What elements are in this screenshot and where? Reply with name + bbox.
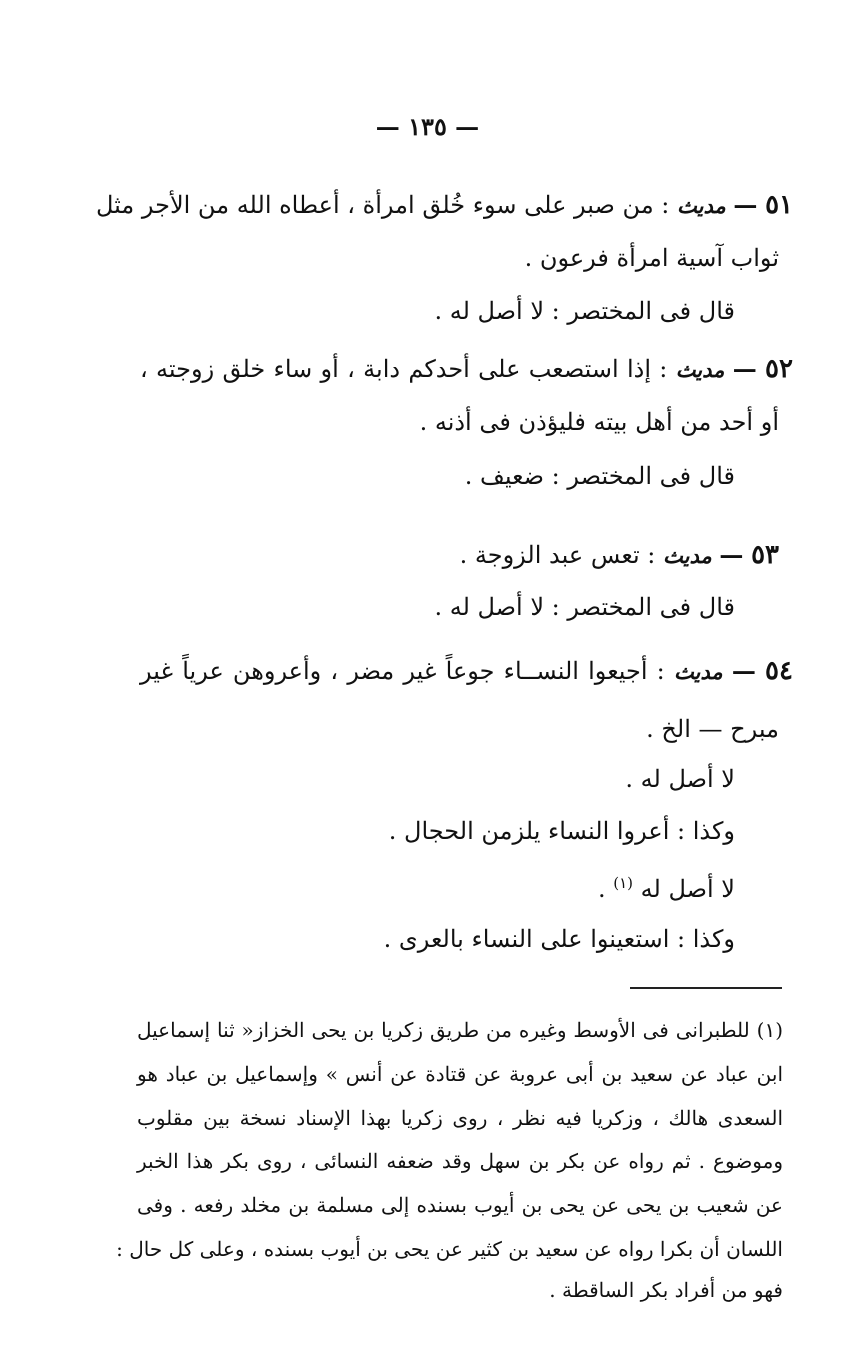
hadith-52-line-2: أو أحد من أهل بيته فليؤذن فى أذنه . xyxy=(419,408,779,436)
hadith-number: ٥٤ xyxy=(765,656,793,686)
hadith-number: ٥٣ xyxy=(751,540,779,570)
hadith-52-line-1 xyxy=(140,352,793,387)
hadith-54-variant-1: وكذا : أعروا النساء يلزمن الحجال . xyxy=(388,817,735,845)
footnote-line: اللسان أن بكرا رواه عن سعيد بن كثير عن يحى بن أيوب بسنده ، وعلى كل حال : xyxy=(116,1237,783,1261)
footnote-line: عن شعيب بن يحى عن يحى بن أيوب بسنده إلى مسلمة بن مخلد رفعه . وفى xyxy=(137,1193,783,1217)
hadith-53-verdict: قال فى المختصر : لا أصل له . xyxy=(434,593,735,621)
hadith-number: ٥٢ xyxy=(765,354,793,384)
hadith-text: : تعس عبد الزوجة . xyxy=(459,541,656,569)
footnote-line: السعدى هالك ، وزكريا فيه نظر ، روى زكريا بهذا الإسناد نسخة بين مقلوب xyxy=(137,1106,783,1130)
hadith-number: ٥١ xyxy=(765,190,793,220)
footnote-line: فهو من أفراد بكر الساقطة . xyxy=(549,1278,783,1302)
hadith-label: مديث xyxy=(663,543,712,568)
footnote-reference: (١) xyxy=(613,874,633,892)
hadith-dash: — xyxy=(733,190,758,219)
page-number: — ١٣٥ — xyxy=(375,112,480,141)
hadith-text: : أجيعوا النســاء جوعاً غير مضر ، وأعروهن عرياً غير xyxy=(140,657,665,685)
hadith-label: مديث xyxy=(673,659,723,684)
footnote-line: (١) للطبرانى فى الأوسط وغيره من طريق زكريا بن يحى الخزاز« ثنا إسماعيل xyxy=(137,1018,783,1042)
verdict-text: لا أصل له xyxy=(640,875,735,903)
hadith-54-line-1 xyxy=(140,654,793,689)
hadith-54-variant-2: وكذا : استعينوا على النساء بالعرى . xyxy=(383,925,735,953)
hadith-51-line-1 xyxy=(95,188,793,223)
hadith-dash: — xyxy=(732,354,757,383)
hadith-54-line-2: مبرح — الخ . xyxy=(646,715,779,743)
hadith-label: مديث xyxy=(677,193,726,218)
hadith-text: : إذا استصعب على أحدكم دابة ، أو ساء خلق زوجته ، xyxy=(140,355,668,383)
hadith-dash: — xyxy=(719,540,744,569)
hadith-52-verdict: قال فى المختصر : ضعيف . xyxy=(464,462,735,490)
footnote-separator xyxy=(630,987,782,989)
hadith-label: مديث xyxy=(675,357,725,382)
hadith-54-verdict-2 xyxy=(598,866,735,906)
footnote-line: ابن عباد عن سعيد بن أبى عروبة عن قتادة عن أنس » وإسماعيل بن عباد هو xyxy=(137,1062,783,1086)
hadith-text: : من صبر على سوء خُلق امرأة ، أعطاه الله من الأجر مثل xyxy=(95,191,670,219)
footnote-line: وموضوع . ثم رواه عن بكر بن سهل وقد ضعفه النسائى ، روى بكر هذا الخبر xyxy=(137,1149,783,1173)
hadith-53-line-1 xyxy=(460,538,779,573)
hadith-dash: — xyxy=(731,656,756,685)
verdict-period: . xyxy=(597,875,606,903)
hadith-54-verdict-1: لا أصل له . xyxy=(625,765,735,793)
hadith-51-line-2: ثواب آسية امرأة فرعون . xyxy=(524,244,779,272)
hadith-51-verdict: قال فى المختصر : لا أصل له . xyxy=(434,297,735,325)
